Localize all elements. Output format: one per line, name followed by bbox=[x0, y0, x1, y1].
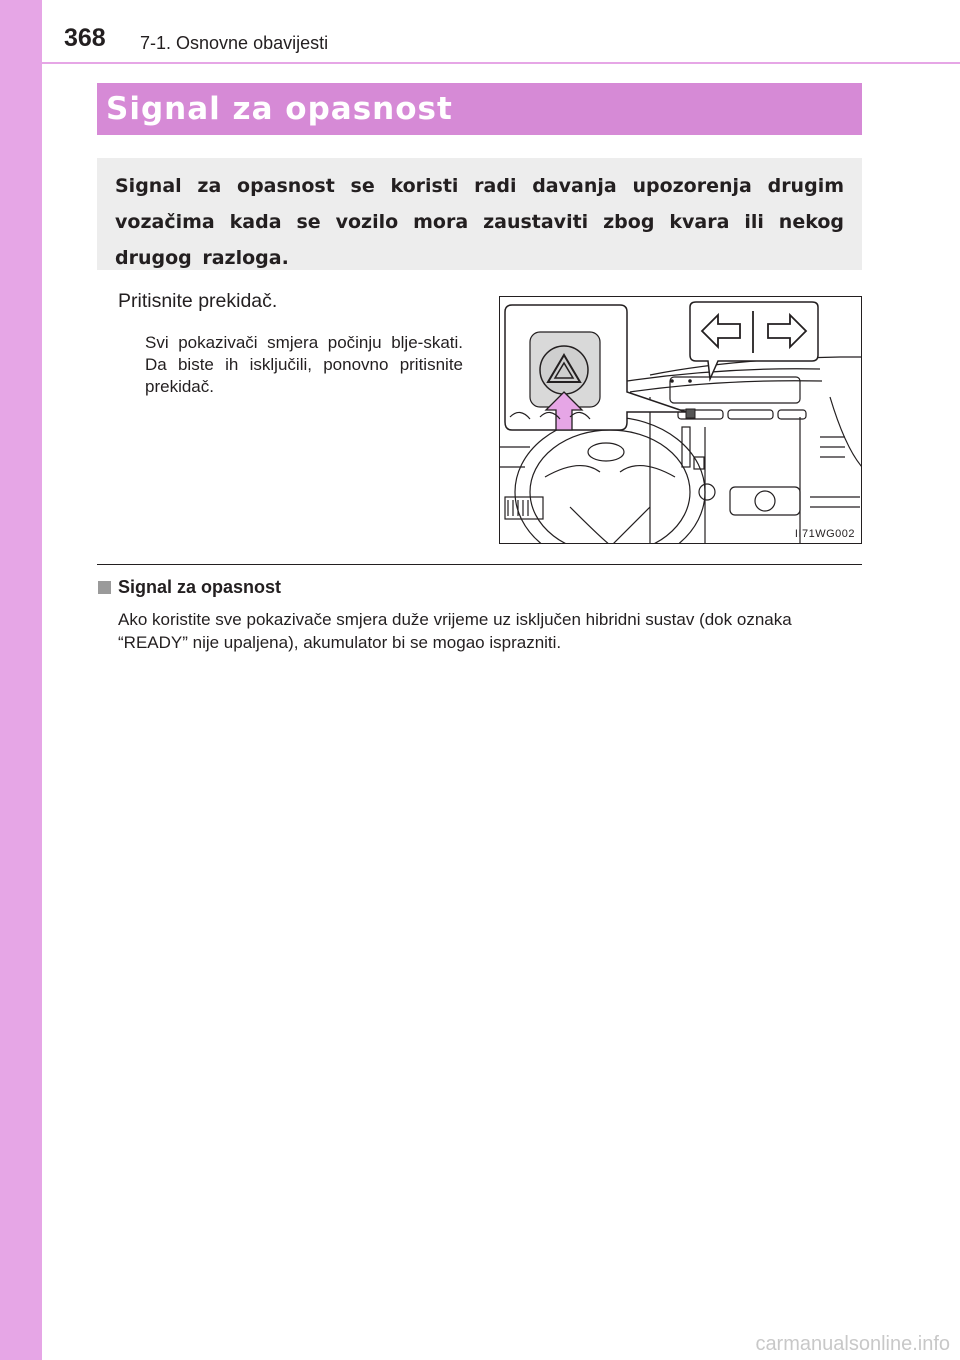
title-bar bbox=[97, 83, 862, 135]
turn-signal-callout bbox=[690, 302, 818, 379]
figure-code: II71WG002 bbox=[794, 528, 855, 540]
note-heading-text: Signal za opasnost bbox=[118, 577, 282, 597]
page-number: 368 bbox=[64, 24, 106, 52]
section-label: 7-1. Osnovne obavijesti bbox=[140, 33, 329, 53]
dashboard-drawing bbox=[500, 297, 862, 544]
dashboard-illustration bbox=[499, 296, 862, 544]
note-body: Ako koristite sve pokazivače smjera duže vrijeme uz isključen hibridni sustav (dok oznaka “READY” nije upaljena), akumulator bi se mogao isprazniti. bbox=[118, 610, 792, 652]
intro-text: Signal za opasnost se koristi radi davanja upozorenja drugim vozačima kada se vozilo mora zaustaviti zbog kvara ili nekog drugog razloga. bbox=[115, 175, 844, 269]
watermark: carmanualsonline.info bbox=[755, 1333, 950, 1355]
header-line bbox=[42, 62, 960, 64]
hazard-switch-callout bbox=[505, 305, 686, 430]
section-divider bbox=[97, 564, 862, 565]
side-strip bbox=[0, 0, 42, 1360]
square-bullet-icon bbox=[98, 581, 111, 594]
page-title: Signal za opasnost bbox=[106, 91, 453, 127]
step-detail: Svi pokazivači smjera počinju blje-skati. Da biste ih isključili, ponovno pritisnite prekidač. bbox=[145, 333, 463, 396]
note-heading bbox=[98, 577, 281, 598]
intro-box bbox=[97, 158, 862, 270]
step-instruction: Pritisnite prekidač. bbox=[118, 290, 278, 312]
